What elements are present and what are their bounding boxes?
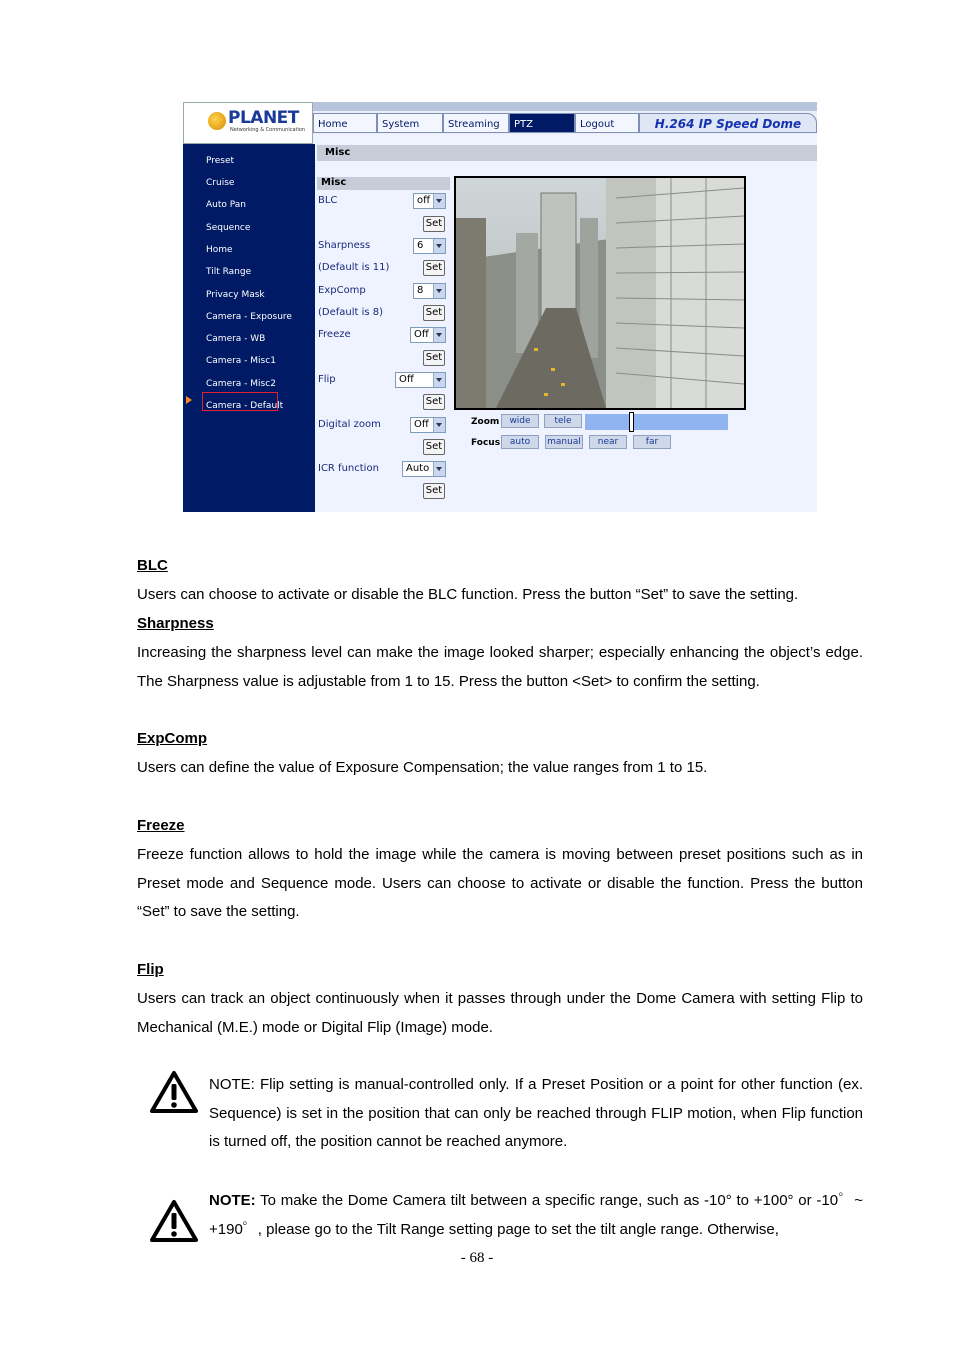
focus-auto-button[interactable]: auto: [501, 435, 539, 449]
digital-zoom-set-button[interactable]: Set: [423, 439, 445, 455]
expcomp-paragraph: Users can define the value of Exposure Compensation; the value ranges from 1 to 15.: [137, 759, 708, 776]
chevron-down-icon: [433, 239, 445, 253]
digital-zoom-select[interactable]: Off: [410, 417, 446, 433]
focus-manual-button[interactable]: manual: [545, 435, 583, 449]
flip-label: Flip: [318, 374, 336, 385]
tab-logout[interactable]: Logout: [575, 113, 639, 133]
sharpness-label: Sharpness: [318, 240, 371, 251]
flip-heading: Flip: [137, 961, 164, 978]
sidebar-item-cruise[interactable]: Cruise: [206, 178, 235, 188]
expcomp-select[interactable]: 8: [413, 283, 446, 299]
digital-zoom-label: Digital zoom: [318, 419, 381, 430]
planet-globe-icon: [208, 112, 226, 130]
tab-home[interactable]: Home: [313, 113, 377, 133]
focus-near-button[interactable]: near: [589, 435, 627, 449]
sidebar-item-camera-misc1[interactable]: Camera - Misc1: [206, 356, 276, 366]
sidebar-item-tilt-range[interactable]: Tilt Range: [206, 267, 252, 277]
zoom-wide-button[interactable]: wide: [501, 414, 539, 428]
flip-set-button[interactable]: Set: [423, 394, 445, 410]
freeze-set-button[interactable]: Set: [423, 350, 445, 366]
camera-ui-screenshot: [183, 102, 817, 512]
tab-ptz[interactable]: PTZ: [509, 113, 575, 133]
sharpness-default: (Default is 11): [318, 262, 390, 273]
sidebar-item-auto-pan[interactable]: Auto Pan: [206, 200, 246, 210]
flip-select[interactable]: Off: [395, 372, 446, 388]
icr-label: ICR function: [318, 463, 379, 474]
arrow-right-icon: [186, 396, 192, 404]
logo-brand: PLANET: [228, 108, 299, 128]
city-street-image: [456, 178, 744, 408]
panel-title-bar: [317, 177, 450, 190]
sidebar-item-sequence[interactable]: Sequence: [206, 223, 251, 233]
freeze-paragraph: Freeze function allows to hold the image while the camera is moving between preset positions such as in Preset mode and Sequence mode. Users can choose to activate or disable the function. Press the button “Set” to save the setting.: [137, 846, 863, 921]
sidebar: [183, 144, 315, 512]
tilt-range-note: [209, 1187, 863, 1244]
warning-icon: [150, 1070, 198, 1114]
expcomp-label: ExpComp: [318, 285, 366, 296]
expcomp-set-button[interactable]: Set: [423, 305, 445, 321]
expcomp-default: (Default is 8): [318, 307, 384, 318]
blc-label: BLC: [318, 195, 338, 206]
flip-paragraph: Users can track an object continuously when it passes through under the Dome Camera with setting Flip to Mechanical (M.E.) mode or Digital Flip (Image) mode.: [137, 990, 863, 1036]
logo-tagline: Networking & Communication: [230, 127, 306, 133]
expcomp-heading: ExpComp: [137, 730, 208, 747]
page-number: - 68 -: [460, 1250, 494, 1266]
sidebar-item-preset[interactable]: Preset: [206, 156, 235, 166]
chevron-down-icon: [433, 418, 445, 432]
zoom-tele-button[interactable]: tele: [544, 414, 582, 428]
sharpness-heading: Sharpness: [137, 615, 214, 632]
planet-logo: [183, 102, 313, 144]
live-video-view[interactable]: [454, 176, 746, 410]
freeze-label: Freeze: [318, 329, 351, 340]
sharpness-set-button[interactable]: Set: [423, 260, 445, 276]
top-nav: [313, 102, 817, 134]
sidebar-item-camera-misc2[interactable]: Camera - Misc2: [206, 379, 276, 389]
note-bold-label: NOTE:: [209, 1192, 256, 1209]
icr-select[interactable]: Auto: [402, 461, 446, 477]
chevron-down-icon: [433, 373, 445, 387]
blc-set-button[interactable]: Set: [423, 216, 445, 232]
freeze-select[interactable]: Off: [410, 327, 446, 343]
chevron-down-icon: [433, 328, 445, 342]
focus-far-button[interactable]: far: [633, 435, 671, 449]
sidebar-item-camera-default[interactable]: Camera - Default: [206, 401, 284, 411]
flip-note: NOTE: Flip setting is manual-controlled only. If a Preset Position or a point for other function (ex. Sequence) is set in the position that can only be reached through FLIP motion, when Flip function is turned off, the position cannot be reached anymore.: [209, 1076, 863, 1151]
blc-select[interactable]: off: [413, 193, 446, 209]
zoom-slider-track[interactable]: [585, 414, 728, 430]
sidebar-item-privacy-mask[interactable]: Privacy Mask: [206, 290, 265, 300]
panel-title: Misc: [321, 177, 347, 188]
tab-streaming[interactable]: Streaming: [443, 113, 509, 133]
zoom-label: Zoom: [471, 417, 500, 427]
blc-heading: BLC: [137, 557, 168, 574]
sidebar-item-camera-wb[interactable]: Camera - WB: [206, 334, 266, 344]
chevron-down-icon: [433, 284, 445, 298]
sidebar-item-camera-exposure[interactable]: Camera - Exposure: [206, 312, 292, 322]
sharpness-paragraph: Increasing the sharpness level can make the image looked sharper; especially enhancing the object’s edge. The Sharpness value is adjustable from 1 to 15. Press the button <Set> to confirm the setting.: [137, 644, 863, 690]
chevron-down-icon: [433, 462, 445, 476]
tab-system[interactable]: System: [377, 113, 443, 133]
zoom-slider-handle[interactable]: [629, 412, 634, 432]
sharpness-select[interactable]: 6: [413, 238, 446, 254]
blc-paragraph: Users can choose to activate or disable the BLC function. Press the button “Set” to save the setting.: [137, 586, 799, 603]
section-title: Misc: [325, 147, 351, 158]
focus-label: Focus: [471, 438, 501, 448]
icr-set-button[interactable]: Set: [423, 483, 445, 499]
sidebar-item-home[interactable]: Home: [206, 245, 233, 255]
warning-icon: [150, 1199, 198, 1243]
tilt-range-note-text: To make the Dome Camera tilt between a specific range, such as -10° to +100° or -10゜~ +190゜, please go to the Tilt Range setting page to set the tilt angle range. Otherwise,: [209, 1192, 863, 1238]
freeze-heading: Freeze: [137, 817, 185, 834]
chevron-down-icon: [433, 194, 445, 208]
section-title-bar: [317, 145, 817, 161]
product-title: H.264 IP Speed Dome: [639, 113, 817, 133]
